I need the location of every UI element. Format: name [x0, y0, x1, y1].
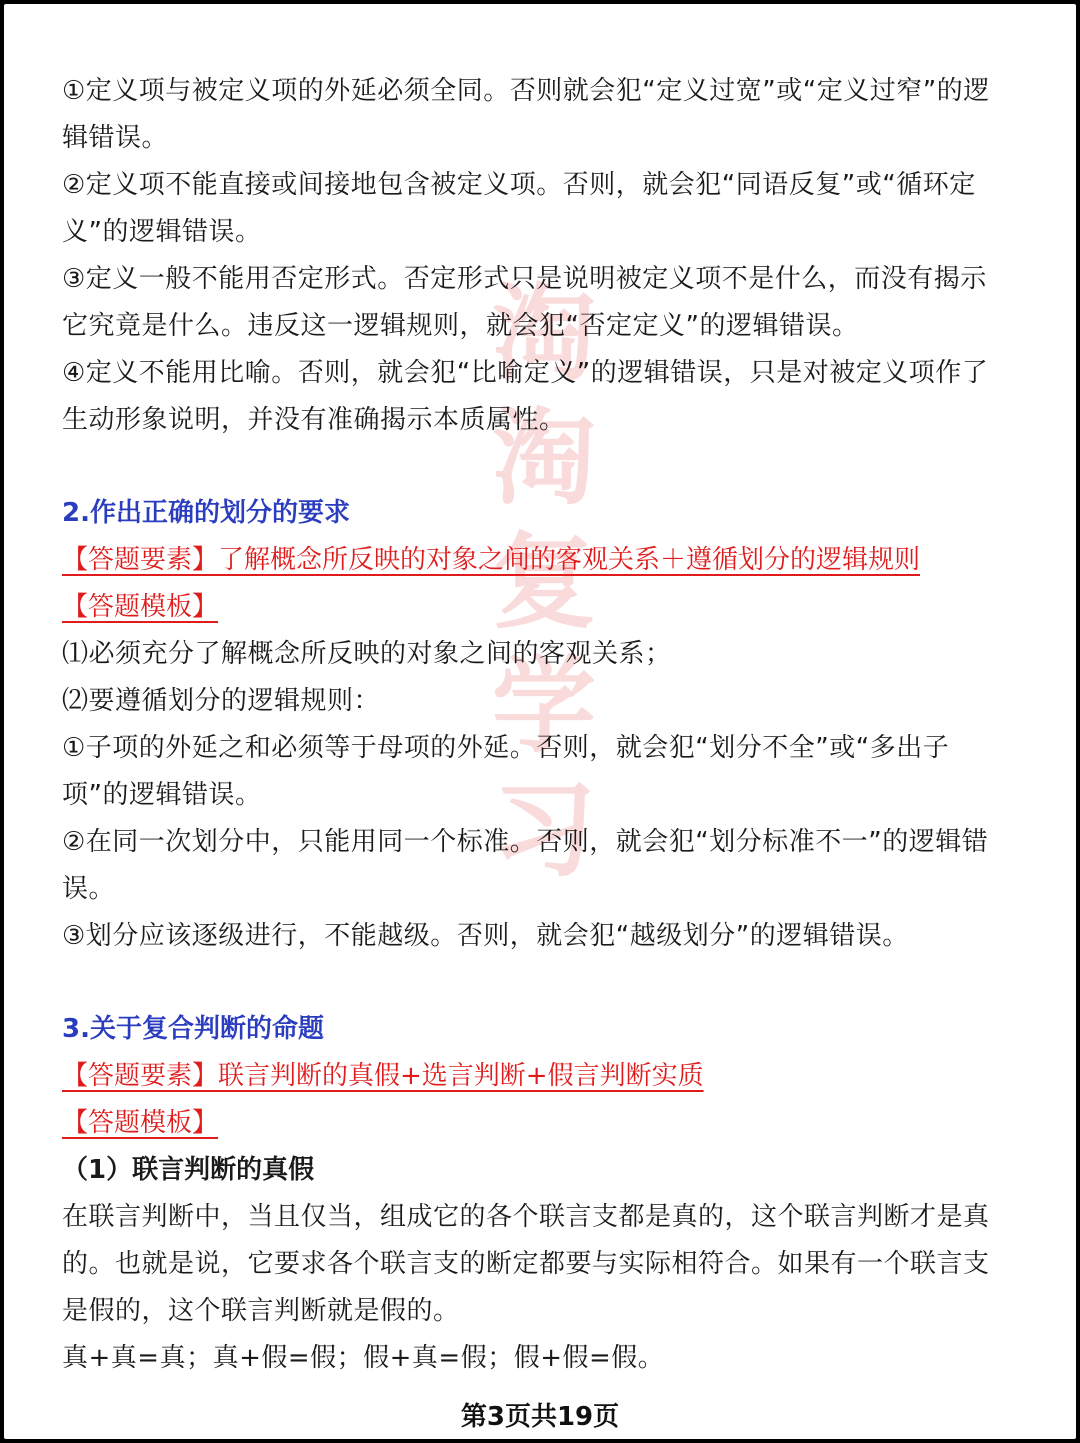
- watermark-char: 学: [491, 644, 596, 767]
- document-content: [62, 68, 1012, 1382]
- definition-rule-1: ①定义项与被定义项的外延必须全同。否则就会犯“定义过宽”或“定义过窄”的逻辑错误。: [62, 76, 990, 153]
- watermark-char: 习: [491, 768, 596, 891]
- section-3-answer-elements: 【答题要素】联言判断的真假+选言判断+假言判断实质: [62, 1061, 704, 1091]
- definition-rule-2: ②定义项不能直接或间接地包含被定义项。否则，就会犯“同语反复”或“循环定义”的逻辑错误。: [62, 170, 976, 247]
- watermark-char: 淘: [491, 272, 596, 395]
- division-rule-2: ②在同一次划分中，只能用同一个标准。否则，就会犯“划分标准不一”的逻辑错误。: [62, 827, 989, 904]
- section-2-answer-template: 【答题模板】: [62, 592, 219, 622]
- section-3-subheading: （1）联言判断的真假: [62, 1155, 315, 1185]
- watermark-char: 淘: [491, 396, 596, 519]
- definition-rule-3: ③定义一般不能用否定形式。否定形式只是说明被定义项不是什么，而没有揭示它究竟是什么。违反这一逻辑规则，就会犯“否定定义”的逻辑错误。: [62, 264, 987, 341]
- document-page: [4, 4, 1076, 1439]
- section-2-answer-elements: 【答题要素】了解概念所反映的对象之间的客观关系＋遵循划分的逻辑规则: [62, 545, 921, 575]
- watermark-char: 复: [491, 520, 596, 643]
- definition-rule-4: ④定义不能用比喻。否则，就会犯“比喻定义”的逻辑错误，只是对被定义项作了生动形象说明，并没有准确揭示本质属性。: [62, 358, 989, 435]
- section-3-heading: 3.关于复合判断的命题: [62, 1014, 324, 1044]
- conjunctive-judgment-text: 在联言判断中，当且仅当，组成它的各个联言支都是真的，这个联言判断才是真的。也就是说，它要求各个联言支的断定都要与实际相符合。如果有一个联言支是假的，这个联言判断就是假的。: [62, 1202, 990, 1326]
- division-rule-3: ③划分应该逐级进行，不能越级。否则，就会犯“越级划分”的逻辑错误。: [62, 921, 909, 951]
- division-item-1: ⑴必须充分了解概念所反映的对象之间的客观关系；: [62, 639, 672, 669]
- section-3-answer-template: 【答题模板】: [62, 1108, 219, 1138]
- page-number: 第3页共19页: [460, 1402, 620, 1432]
- division-rule-1: ①子项的外延之和必须等于母项的外延。否则，就会犯“划分不全”或“多出子项”的逻辑错误。: [62, 733, 950, 810]
- section-2-heading: 2.作出正确的划分的要求: [62, 498, 350, 528]
- division-item-2: ⑵要遵循划分的逻辑规则：: [62, 686, 381, 716]
- truth-table-line: 真+真=真；真+假=假；假+真=假；假+假=假。: [62, 1343, 665, 1373]
